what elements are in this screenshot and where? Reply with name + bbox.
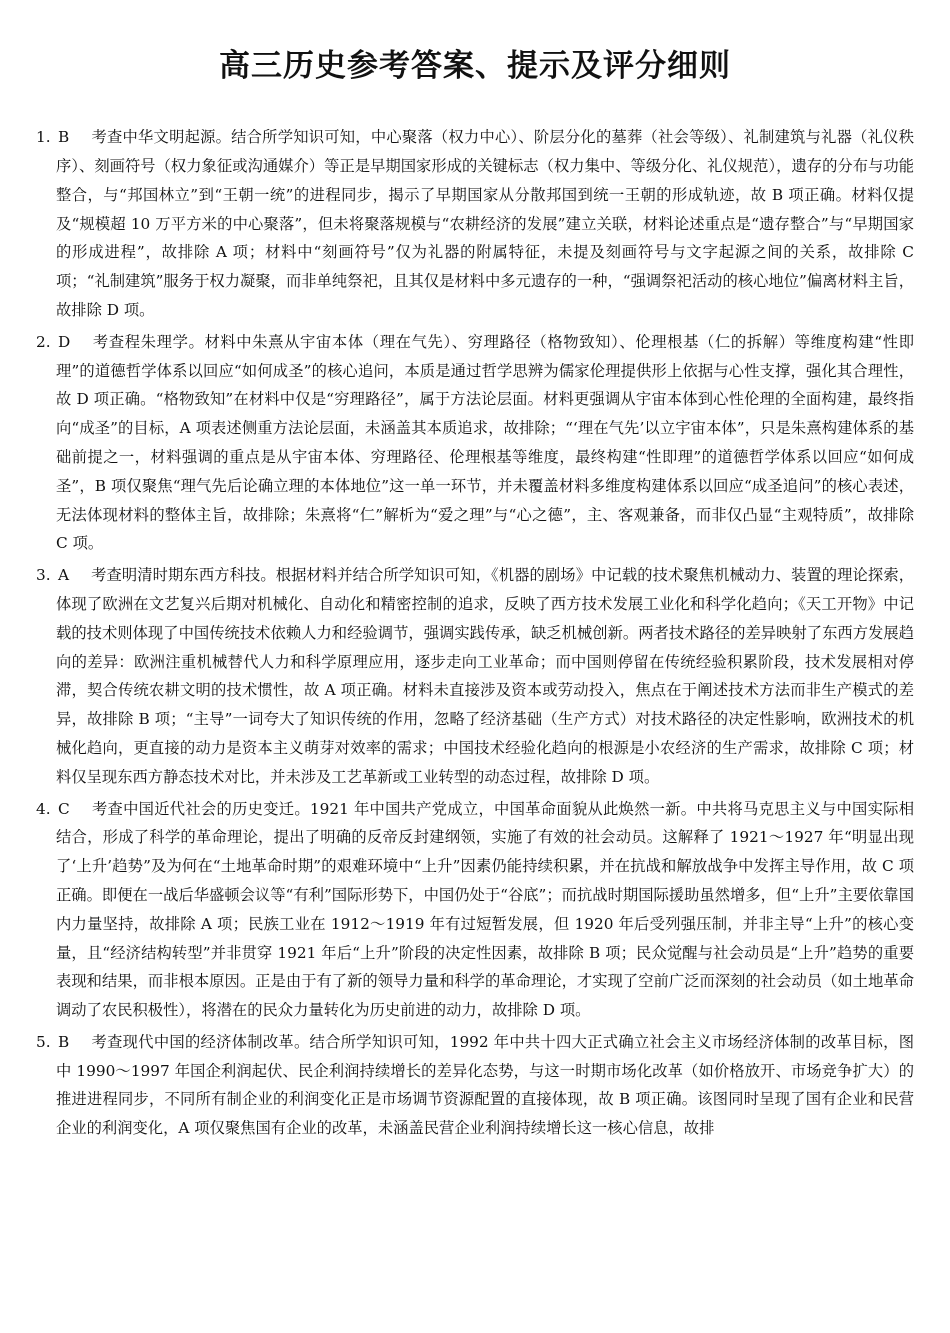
answer-item-5: [36, 1028, 914, 1143]
answer-explanation: 考查中国近代社会的历史变迁。1921 年中国共产党成立，中国革命面貌从此焕然一新。中共将马克思主义与中国实际相结合，形成了科学的革命理论，提出了明确的反帝反封建纲领，实施了有效的社会动员。这解释了 1921～1927 年“明显出现了‘上升’趋势”及为何在“土地革命时期”的艰难环境中“上升”因素仍能持续积累，并在抗战和解放战争中发挥主导作用，故 C 项正确。即便在一战后华盛顿会议等“有利”国际形势下，中国仍处于“谷底”；而抗战时期国际援助虽然增多，但“上升”主要依靠国内力量坚持，故排除 A 项；民族工业在 1912～1919 年有过短暂发展，但 1920 年后受列强压制，并非主导“上升”的核心变量，且“经济结构转型”并非贯穿 1921 年后“上升”阶段的决定性因素，故排除 B 项；民众觉醒与社会动员是“上升”趋势的重要表现和结果，而非根本原因。正是由于有了新的领导力量和科学的革命理论，才实现了空前广泛而深刻的社会动员（如土地革命调动了农民积极性），将潜在的民众力量转化为历史前进的动力，故排除 D 项。: [56, 799, 914, 1020]
answer-option: A: [58, 566, 70, 585]
answer-explanation: 考查现代中国的经济体制改革。结合所学知识可知，1992 年中共十四大正式确立社会主义市场经济体制的改革目标，图中 1990～1997 年国企利润起伏、民企利润持续增长的差异化态势，与这一时期市场化改革（如价格放开、市场竞争扩大）的推进进程同步，不同所有制企业的利润变化正是市场调节资源配置的直接体现，故 B 项正确。该图同时呈现了国有企业和民营企业的利润变化，A 项仅聚焦国有企业的改革，未涵盖民营企业利润持续增长这一核心信息，故排: [56, 1032, 914, 1138]
answer-explanation: 考查程朱理学。材料中朱熹从宇宙本体（理在气先）、穷理路径（格物致知）、伦理根基（仁的拆解）等维度构建“性即理”的道德哲学体系以回应“如何成圣”的核心追问，本质是通过哲学思辨为儒家伦理提供形上依据与心性支撑，强化其合理性，故 D 项正确。“格物致知”在材料中仅是“穷理路径”，属于方法论层面。材料更强调从宇宙本体到心性伦理的全面构建，最终指向“成圣”的目标，A 项表述侧重方法论层面，未涵盖其本质追求，故排除；“‘理在气先’以立宇宙本体”，只是朱熹构建体系的基础前提之一，材料强调的重点是从宇宙本体、穷理路径、伦理根基等维度，最终构建“性即理”的道德哲学体系以回应“如何成圣”，B 项仅聚焦“理气先后论确立理的本体地位”这一单一环节，并未覆盖材料多维度构建体系以回应“成圣追问”的核心表述，无法体现材料的整体主旨，故排除；朱熹将“仁”解析为“爱之理”与“心之德”，主、客观兼备，而非仅凸显“主观特质”，故排除 C 项。: [56, 332, 914, 553]
answer-option: C: [58, 799, 70, 818]
answer-explanation: 考查中华文明起源。结合所学知识可知，中心聚落（权力中心）、阶层分化的墓葬（社会等级）、礼制建筑与礼器（礼仪秩序）、刻画符号（权力象征或沟通媒介）等正是早期国家形成的关键标志（权力集中、等级分化、礼仪规范），遗存的分布与功能整合，与“邦国林立”到“王朝一统”的进程同步，揭示了早期国家从分散邦国到统一王朝的形成轨迹，故 B 项正确。材料仅提及“规模超 10 万平方米的中心聚落”，但未将聚落规模与“农耕经济的发展”建立关联，材料论述重点是“遗存整合”与“早期国家的形成进程”，故排除 A 项；材料中“刻画符号”仅为礼器的附属特征，未提及刻画符号与文字起源之间的关系，故排除 C 项；“礼制建筑”服务于权力凝聚，而非单纯祭祀，且其仅是材料中多元遗存的一种，“强调祭祀活动的核心地位”偏离材料主旨，故排除 D 项。: [56, 128, 914, 319]
answer-number: 4.: [36, 799, 51, 818]
answer-option: B: [58, 128, 70, 147]
answer-number: 5.: [36, 1032, 51, 1051]
answer-explanation: 考查明清时期东西方科技。根据材料并结合所学知识可知，《机器的剧场》中记载的技术聚焦机械动力、装置的理论探索，体现了欧洲在文艺复兴后期对机械化、自动化和精密控制的追求，反映了西方技术发展工业化和科学化趋向；《天工开物》中记载的技术则体现了中国传统技术依赖人力和经验调节，强调实践传承，缺乏机械创新。两者技术路径的差异映射了东西方发展趋向的差异：欧洲注重机械替代人力和科学原理应用，逐步走向工业革命；而中国则停留在传统经验积累阶段，技术发展相对停滞，契合传统农耕文明的技术惯性，故 A 项正确。材料未直接涉及资本或劳动投入，焦点在于阐述技术方法而非生产模式的差异，故排除 B 项；“主导”一词夸大了知识传统的作用，忽略了经济基础（生产方式）对技术路径的决定性影响，欧洲技术的机械化趋向，更直接的动力是资本主义萌芽对效率的需求；中国技术经验化趋向的根源是小农经济的生产需求，故排除 C 项；材料仅呈现东西方静态技术对比，并未涉及工艺革新或工业转型的动态过程，故排除 D 项。: [56, 566, 914, 786]
answer-option: B: [58, 1032, 70, 1051]
answer-item-2: [36, 328, 914, 558]
answer-number: 1.: [36, 128, 51, 147]
page-title: 高三历史参考答案、提示及评分细则: [219, 48, 731, 84]
answer-number: 2.: [36, 332, 51, 351]
answer-item-4: [36, 795, 914, 1025]
answer-list: [36, 123, 914, 1143]
answer-item-1: [36, 123, 914, 325]
answer-number: 3.: [36, 566, 51, 585]
answer-option: D: [58, 332, 71, 351]
answer-item-3: [36, 561, 914, 791]
